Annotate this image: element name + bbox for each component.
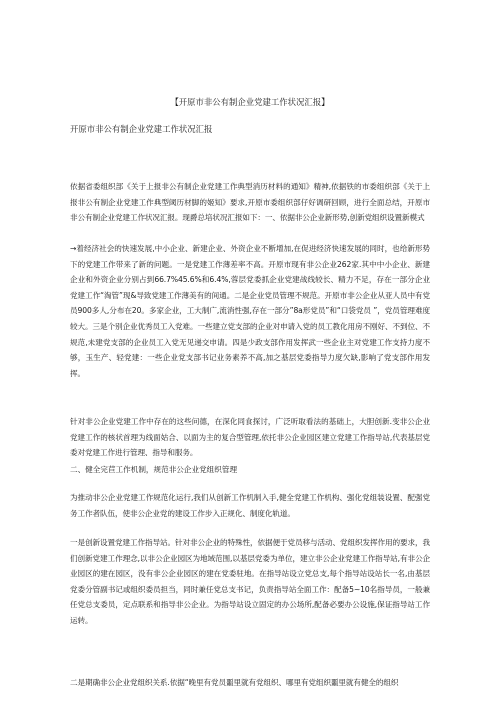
document-subtitle: 开原市非公有制企业党建工作状况汇报 — [70, 124, 213, 134]
paragraph-guidance-station: 一是创新设置党建工作指导站。针对非公企业的特殊性，依据便于党员移与活动、党组织发挥作用的要求，我们创新党建工作理念,以非公企业园区为地域范围,以基层党委为单位，建立非公企业党建工作指导站,有非公企业园区的建在园区，没有非公企业园区的建在党委驻地。在指导站设立党总支,每个指导站设站长一名,由基层党委分管副书记或组织委员担当，同时兼任党总支书记，负责指导站全面工作：配备5~10名指导员，一般兼任党总支委员，定点联系和指导非公企业。为指导站设立固定的办公场所,配备必要办公设施,保证指导站工作运转。 — [70, 538, 430, 625]
paragraph-org-relations: 二是期确非公企业党组织关系.依据“晚里有党员噩里就有党组织、哪里有党组织噩里就有健全的组织 — [70, 678, 399, 687]
section-heading-2: 二、健全完苣工作机制，规范非公企业党组织管理 — [70, 465, 238, 474]
document-title: 【开原市非公有制企业党建工作状况汇报】 — [170, 97, 330, 107]
paragraph-intro: 依据省委组织部《关于上报非公有制企业党建工作典型消历材料的通知》精神,依据铁的市委组织部《关于上报非公有制企业党建工作典型阈历材脚的姬知》要求,开原市委组织部仔好调研回顾，进行全面总结，开原市非公有制企业党建工作状况汇报。现爵总培状况汇报如下：一、依据非公企业新形势,创新党组织设置新模式 — [70, 182, 430, 223]
paragraph-mechanism: 为推动非公企业党建工作规范化运行,我们从创新工作机制入手,健全党建工作机构、强化党组装设置、配强党务工作者队伍，使非公企业党的建设工作步入正规化、制度化轨道。 — [70, 493, 430, 518]
paragraph-problems: →着经济社会的快速发展,中小企业、新建企业、外资企业不断增加,在促进经济快速发展的同时，也给新形势下的党建工作带来了新的问题。一是党建工作薄差率不高。开原市现有非公企业262家.其中中小企业、新建企业和外资企业分别占到66.7%45.6%和6.4%,蓉层党委抓企业党建战线较长、精力不足，存在一部分企业党建工作“淘管”现&导致党建工作薄美有的间通。二是企业党员管理不规范。开原市非公企业从亚人员中有党员900多人,分布在20。多家企业，工大制广,流消性强,存在一部分”8a形党员”和“口袋党员 ”，党员管理难度较大。三是个别企业优秀员工入党难。一些建立党支部的企业对申请入党的员工教化用房不刚好、不到位、不规范,未建党支部的企业员工入党无见递交申请。四是少政支部作用发挥武一些企业主对党建工作支持力度不够，玉生产、轻党建：一些企业党支部书记业务素养不高,加之基层党委指导力度欠缺,影响了党支部作用发挥。 — [70, 244, 430, 378]
paragraph-response: 针对非公企业党建工作中存在的这些问德，在深化同食探讨，广泛听取看法的基础上，大胆创新.变非公企业党建工作的核状首理为线面姑合、以面为主的复合型管理,依托非公企业园区建立党建工作指导站,代表基层党委对党建工作进行管理、指导和服务。 — [70, 417, 430, 458]
